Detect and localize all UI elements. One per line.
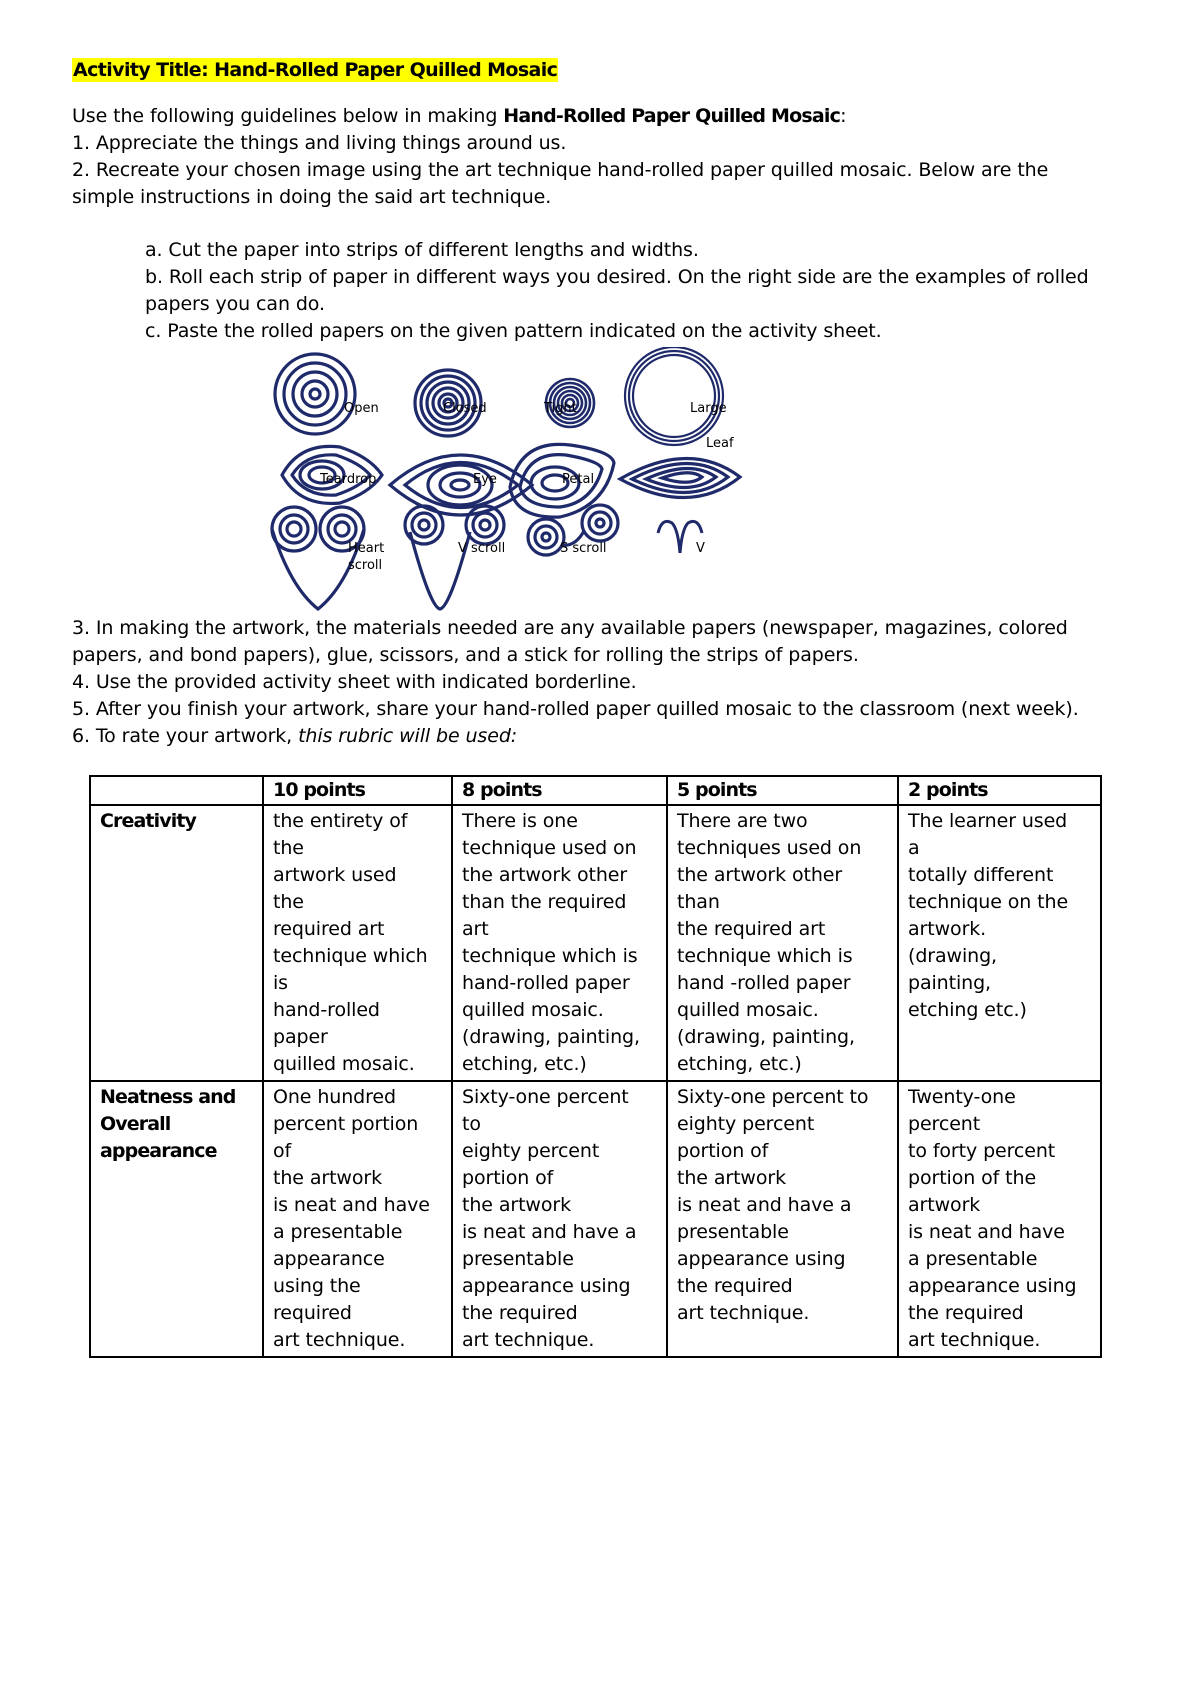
cell-line: the entirety of xyxy=(273,810,408,832)
step-5: 5. After you finish your artwork, share your hand-rolled paper quilled mosaic to the classroom (next week). xyxy=(72,698,1079,720)
step-b-line-1: b. Roll each strip of paper in different ways you desired. On the right side are the examples of rolled xyxy=(145,266,1089,288)
step-2-line-1: 2. Recreate your chosen image using the art technique hand-rolled paper quilled mosaic. Below are the xyxy=(72,159,1049,181)
cell-line: is xyxy=(273,972,288,994)
label-tight: Tight xyxy=(544,401,577,416)
cell-line: art technique. xyxy=(677,1302,810,1324)
cell-line: quilled mosaic. xyxy=(273,1053,415,1075)
cell-line: The learner used xyxy=(908,810,1068,832)
step-6 xyxy=(72,723,517,750)
quilling-shapes-figure xyxy=(270,347,810,612)
step-a: a. Cut the paper into strips of different lengths and widths. xyxy=(145,239,699,261)
label-heart: Heart xyxy=(348,541,385,556)
cell-line: than the required xyxy=(462,891,627,913)
cell-line: the artwork xyxy=(462,1194,572,1216)
v-scroll-icon xyxy=(405,506,504,609)
cell-line: technique used on xyxy=(462,837,637,859)
rubric-cell xyxy=(667,805,898,1081)
cell-line: art technique. xyxy=(908,1329,1041,1351)
rubric-row-creativity xyxy=(90,805,1101,1081)
cell-line: is neat and have xyxy=(273,1194,430,1216)
rubric-row-neatness xyxy=(90,1081,1101,1357)
cell-line: appearance using xyxy=(677,1248,846,1270)
intro-bold: Hand-Rolled Paper Quilled Mosaic xyxy=(503,105,841,127)
cell-line: presentable xyxy=(677,1221,789,1243)
step-6-prefix: 6. To rate your artwork, xyxy=(72,725,299,747)
cell-line: quilled mosaic. xyxy=(677,999,819,1021)
cell-line: the artwork other xyxy=(462,864,628,886)
label-leaf: Leaf xyxy=(706,436,734,451)
cell-line: is neat and have xyxy=(908,1221,1065,1243)
cell-line: etching, etc.) xyxy=(462,1053,587,1075)
cell-line: There are two xyxy=(677,810,808,832)
rubric-cell xyxy=(667,1081,898,1357)
cell-line: is neat and have a xyxy=(677,1194,852,1216)
cell-line: a xyxy=(908,837,920,859)
cell-line: There is one xyxy=(462,810,578,832)
rubric-cell xyxy=(263,1081,452,1357)
cell-line: the xyxy=(273,891,304,913)
cell-line: the xyxy=(273,837,304,859)
cell-line: the required xyxy=(908,1302,1024,1324)
rubric-header-cell xyxy=(90,776,263,805)
cell-line: the artwork xyxy=(273,1167,383,1189)
cell-line: (drawing, painting, xyxy=(462,1026,640,1048)
cell-line: appearance xyxy=(273,1248,385,1270)
cell-line: Sixty-one percent xyxy=(462,1086,629,1108)
rubric-header-5-points: 5 points xyxy=(667,776,898,805)
cell-line: art xyxy=(462,918,489,940)
cell-line: Sixty-one percent to xyxy=(677,1086,869,1108)
intro-line xyxy=(72,103,846,130)
cell-line: the required art xyxy=(677,918,826,940)
large-coil-icon xyxy=(625,347,723,445)
cell-line: than xyxy=(677,891,720,913)
open-coil-icon xyxy=(275,354,355,434)
step-c: c. Paste the rolled papers on the given pattern indicated on the activity sheet. xyxy=(145,320,882,342)
cell-line: percent xyxy=(908,1113,981,1135)
rubric-row-label xyxy=(90,805,263,1081)
label-closed: Closed xyxy=(443,401,487,416)
cell-line: etching etc.) xyxy=(908,999,1027,1021)
rubric-header-2-points: 2 points xyxy=(898,776,1101,805)
row-label-line: Neatness and xyxy=(100,1086,236,1108)
label-petal: Petal xyxy=(562,472,595,487)
step-b-line-2: papers you can do. xyxy=(145,293,325,315)
cell-line: required xyxy=(273,1302,352,1324)
cell-line: hand-rolled xyxy=(273,999,380,1021)
cell-line: paper xyxy=(273,1026,328,1048)
cell-line: percent portion xyxy=(273,1113,419,1135)
rubric-header-row xyxy=(90,776,1101,805)
row-label-line: Creativity xyxy=(100,810,196,832)
cell-line: hand -rolled paper xyxy=(677,972,851,994)
intro-prefix: Use the following guidelines below in making xyxy=(72,105,504,127)
cell-line: appearance using xyxy=(908,1275,1077,1297)
label-s-scroll: S scroll xyxy=(560,541,607,556)
cell-line: of xyxy=(273,1140,292,1162)
cell-line: a presentable xyxy=(908,1248,1038,1270)
label-heart-scroll: scroll xyxy=(348,558,383,573)
cell-line: a presentable xyxy=(273,1221,403,1243)
cell-line: hand-rolled paper xyxy=(462,972,630,994)
label-v: V xyxy=(696,541,705,556)
label-teardrop: Teardrop xyxy=(320,472,377,487)
cell-line: the artwork xyxy=(677,1167,787,1189)
cell-line: required art xyxy=(273,918,385,940)
cell-line: totally different xyxy=(908,864,1054,886)
label-v-scroll: V scroll xyxy=(458,541,506,556)
cell-line: eighty percent xyxy=(462,1140,600,1162)
rubric-cell xyxy=(898,1081,1101,1357)
leaf-shape-icon xyxy=(620,458,740,497)
rubric-cell xyxy=(452,1081,667,1357)
cell-line: appearance using xyxy=(462,1275,631,1297)
rubric-header-8-points: 8 points xyxy=(452,776,667,805)
step-3-line-1: 3. In making the artwork, the materials needed are any available papers (newspaper, magazines, colored xyxy=(72,617,1068,639)
cell-line: portion of xyxy=(462,1167,554,1189)
cell-line: the required xyxy=(462,1302,578,1324)
cell-line: to forty percent xyxy=(908,1140,1056,1162)
step-4: 4. Use the provided activity sheet with indicated borderline. xyxy=(72,671,637,693)
label-eye: Eye xyxy=(473,472,497,487)
step-6-italic: this rubric will be used: xyxy=(298,725,518,747)
intro-suffix: : xyxy=(840,105,847,127)
cell-line: art technique. xyxy=(273,1329,406,1351)
cell-line: (drawing, painting, xyxy=(677,1026,855,1048)
cell-line: artwork xyxy=(908,1194,981,1216)
step-3-line-2: papers, and bond papers), glue, scissors, and a stick for rolling the strips of papers. xyxy=(72,644,859,666)
rubric-cell xyxy=(898,805,1101,1081)
rubric-table xyxy=(89,775,1102,1358)
cell-line: technique which is xyxy=(462,945,638,967)
rubric-header-10-points: 10 points xyxy=(263,776,452,805)
activity-title: Activity Title: Hand-Rolled Paper Quilled Mosaic xyxy=(73,59,558,81)
cell-line: technique which is xyxy=(677,945,853,967)
cell-line: artwork used xyxy=(273,864,397,886)
cell-line: painting, xyxy=(908,972,991,994)
cell-line: technique which xyxy=(273,945,428,967)
cell-line: techniques used on xyxy=(677,837,862,859)
cell-line: eighty percent xyxy=(677,1113,815,1135)
rubric-cell xyxy=(452,805,667,1081)
label-open: Open xyxy=(344,401,379,416)
row-label-line: appearance xyxy=(100,1140,217,1162)
cell-line: (drawing, xyxy=(908,945,997,967)
cell-line: portion of the xyxy=(908,1167,1037,1189)
rubric-cell xyxy=(263,805,452,1081)
cell-line: using the xyxy=(273,1275,361,1297)
cell-line: One hundred xyxy=(273,1086,396,1108)
label-large: Large xyxy=(690,401,727,416)
cell-line: Twenty-one xyxy=(908,1086,1016,1108)
cell-line: the required xyxy=(677,1275,793,1297)
cell-line: technique on the xyxy=(908,891,1069,913)
row-label-line: Overall xyxy=(100,1113,171,1135)
cell-line: art technique. xyxy=(462,1329,595,1351)
step-2-line-2: simple instructions in doing the said art technique. xyxy=(72,186,552,208)
cell-line: etching, etc.) xyxy=(677,1053,802,1075)
cell-line: is neat and have a xyxy=(462,1221,637,1243)
cell-line: portion of xyxy=(677,1140,769,1162)
step-1: 1. Appreciate the things and living things around us. xyxy=(72,132,567,154)
cell-line: the artwork other xyxy=(677,864,843,886)
rubric-row-label xyxy=(90,1081,263,1357)
cell-line: to xyxy=(462,1113,481,1135)
cell-line: artwork. xyxy=(908,918,987,940)
cell-line: quilled mosaic. xyxy=(462,999,604,1021)
cell-line: presentable xyxy=(462,1248,574,1270)
